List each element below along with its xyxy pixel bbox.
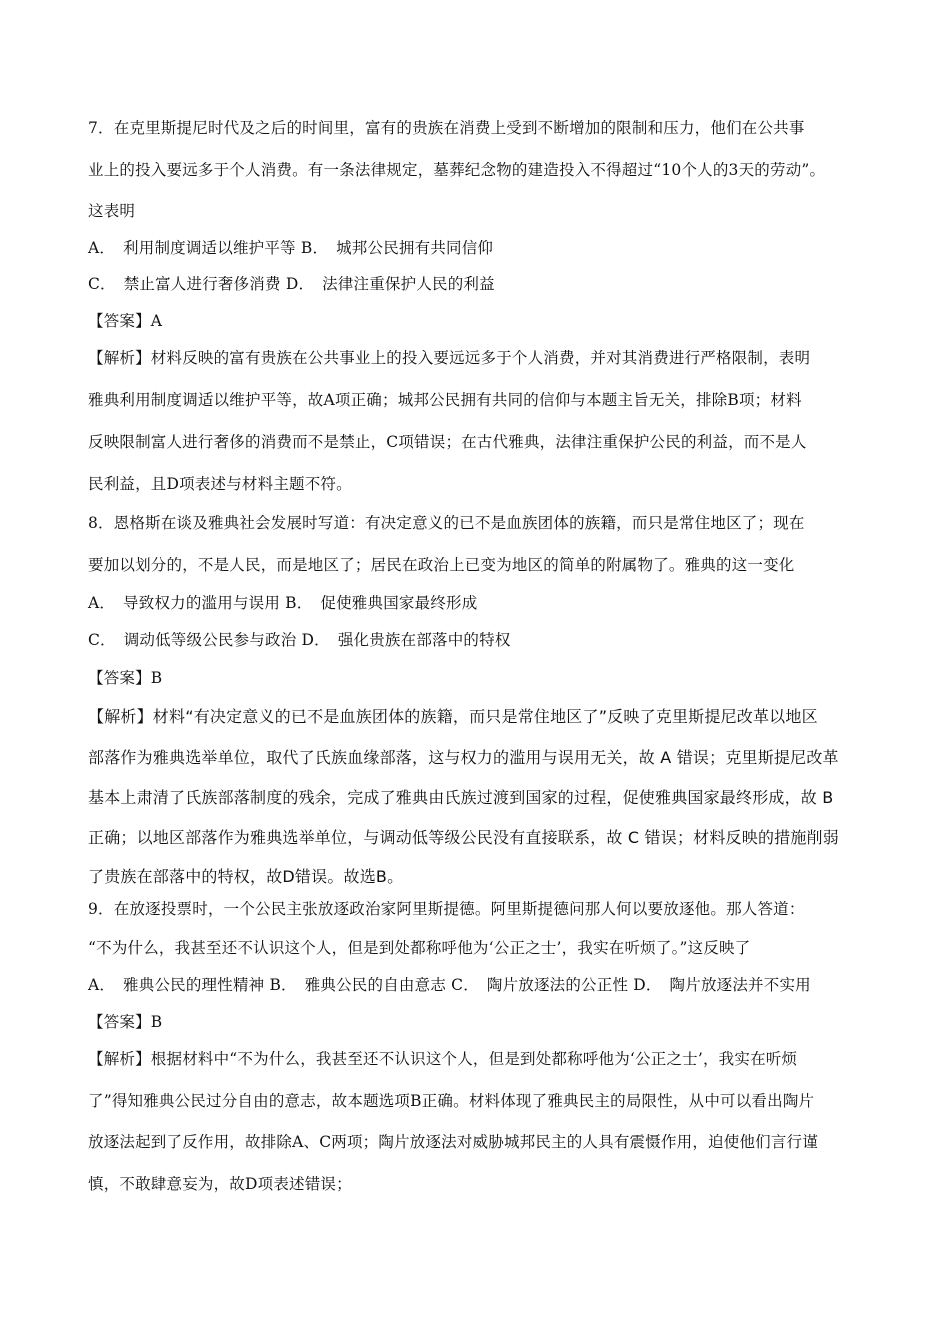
q8-analysis-line-4: 正确；以地区部落作为雅典选举单位，与调动低等级公民没有直接联系，故 C 错误；材料反映的措施削弱 bbox=[88, 828, 839, 847]
q7-analysis-line-3: 反映限制富人进行奢侈的消费而不是禁止，C项错误；在古代雅典，法律注重保护公民的利益，而不是人 bbox=[88, 433, 807, 451]
q9-answer: 【答案】B bbox=[88, 1013, 163, 1031]
q7-analysis-line-1: 【解析】材料反映的富有贵族在公共事业上的投入要远远多于个人消费，并对其消费进行严格限制，表明 bbox=[88, 349, 811, 367]
q9-stem-line-1: 9．在放逐投票时，一个公民主张放逐政治家阿里斯提德。阿里斯提德问那人何以要放逐他。那人答道： bbox=[88, 900, 805, 918]
q8-stem-line-1: 8．恩格斯在谈及雅典社会发展时写道：有决定意义的已不是血族团体的族籍，而只是常住地区了；现在 bbox=[88, 514, 805, 532]
q8-analysis-line-2: 部落作为雅典选举单位，取代了氏族血缘部落，这与权力的滥用与误用无关，故 A 错误；克里斯提尼改革 bbox=[88, 748, 839, 767]
q7-analysis-line-2: 雅典利用制度调适以维护平等，故A项正确；城邦公民拥有共同的信仰与本题主旨无关，排除B项；材料 bbox=[88, 391, 802, 409]
q7-answer: 【答案】A bbox=[88, 312, 163, 330]
q7-stem-line-2: 业上的投入要远多于个人消费。有一条法律规定，墓葬纪念物的建造投入不得超过“10个人的3天的劳动”。 bbox=[88, 161, 826, 179]
q8-stem-line-2: 要加以划分的，不是人民，而是地区了；居民在政治上已变为地区的简单的附属物了。雅典的这一变化 bbox=[88, 556, 795, 574]
q8-analysis-line-5: 了贵族在部落中的特权，故D错误。故选B。 bbox=[88, 867, 404, 886]
q8-options-cd: C． 调动低等级公民参与政治 D． 强化贵族在部落中的特权 bbox=[88, 631, 511, 649]
q8-analysis-line-1: 【解析】材料“有决定意义的已不是血族团体的族籍，而只是常住地区了”反映了克里斯提尼改革以地区 bbox=[88, 707, 818, 726]
q9-stem-line-2: “不为什么，我甚至还不认识这个人，但是到处都称呼他为‘公正之士’，我实在听烦了。”这反映了 bbox=[88, 939, 751, 957]
q8-analysis-line-3: 基本上肃清了氏族部落制度的残余，完成了雅典由氏族过渡到国家的过程，促使雅典国家最终形成，故 B bbox=[88, 788, 834, 807]
q7-stem-line-1: 7．在克里斯提尼时代及之后的时间里，富有的贵族在消费上受到不断增加的限制和压力，他们在公共事 bbox=[88, 119, 805, 137]
q7-options-ab: A． 利用制度调适以维护平等 B． 城邦公民拥有共同信仰 bbox=[88, 239, 494, 257]
q9-analysis-line-4: 慎，不敢肆意妄为，故D项表述错误； bbox=[88, 1175, 352, 1193]
q9-analysis-line-2: 了”得知雅典公民过分自由的意志，故本题选项B正确。材料体现了雅典民主的局限性，从中可以看出陶片 bbox=[88, 1092, 815, 1110]
q7-stem-line-3: 这表明 bbox=[88, 202, 136, 220]
q8-answer: 【答案】B bbox=[88, 669, 163, 687]
q9-options: A． 雅典公民的理性精神 B． 雅典公民的自由意志 C． 陶片放逐法的公正性 D． 陶片放逐法并不实用 bbox=[88, 976, 811, 994]
q9-analysis-line-3: 放逐法起到了反作用，故排除A、C两项；陶片放逐法对威胁城邦民主的人具有震慑作用，迫使他们言行谨 bbox=[88, 1133, 818, 1151]
q7-options-cd: C． 禁止富人进行奢侈消费 D． 法律注重保护人民的利益 bbox=[88, 275, 495, 293]
q7-analysis-line-4: 民利益，且D项表述与材料主题不符。 bbox=[88, 475, 352, 493]
q9-analysis-line-1: 【解析】根据材料中“不为什么，我甚至还不认识这个人，但是到处都称呼他为‘公正之士’，我实在听烦 bbox=[88, 1050, 798, 1068]
q8-options-ab: A． 导致权力的滥用与误用 B． 促使雅典国家最终形成 bbox=[88, 594, 478, 612]
